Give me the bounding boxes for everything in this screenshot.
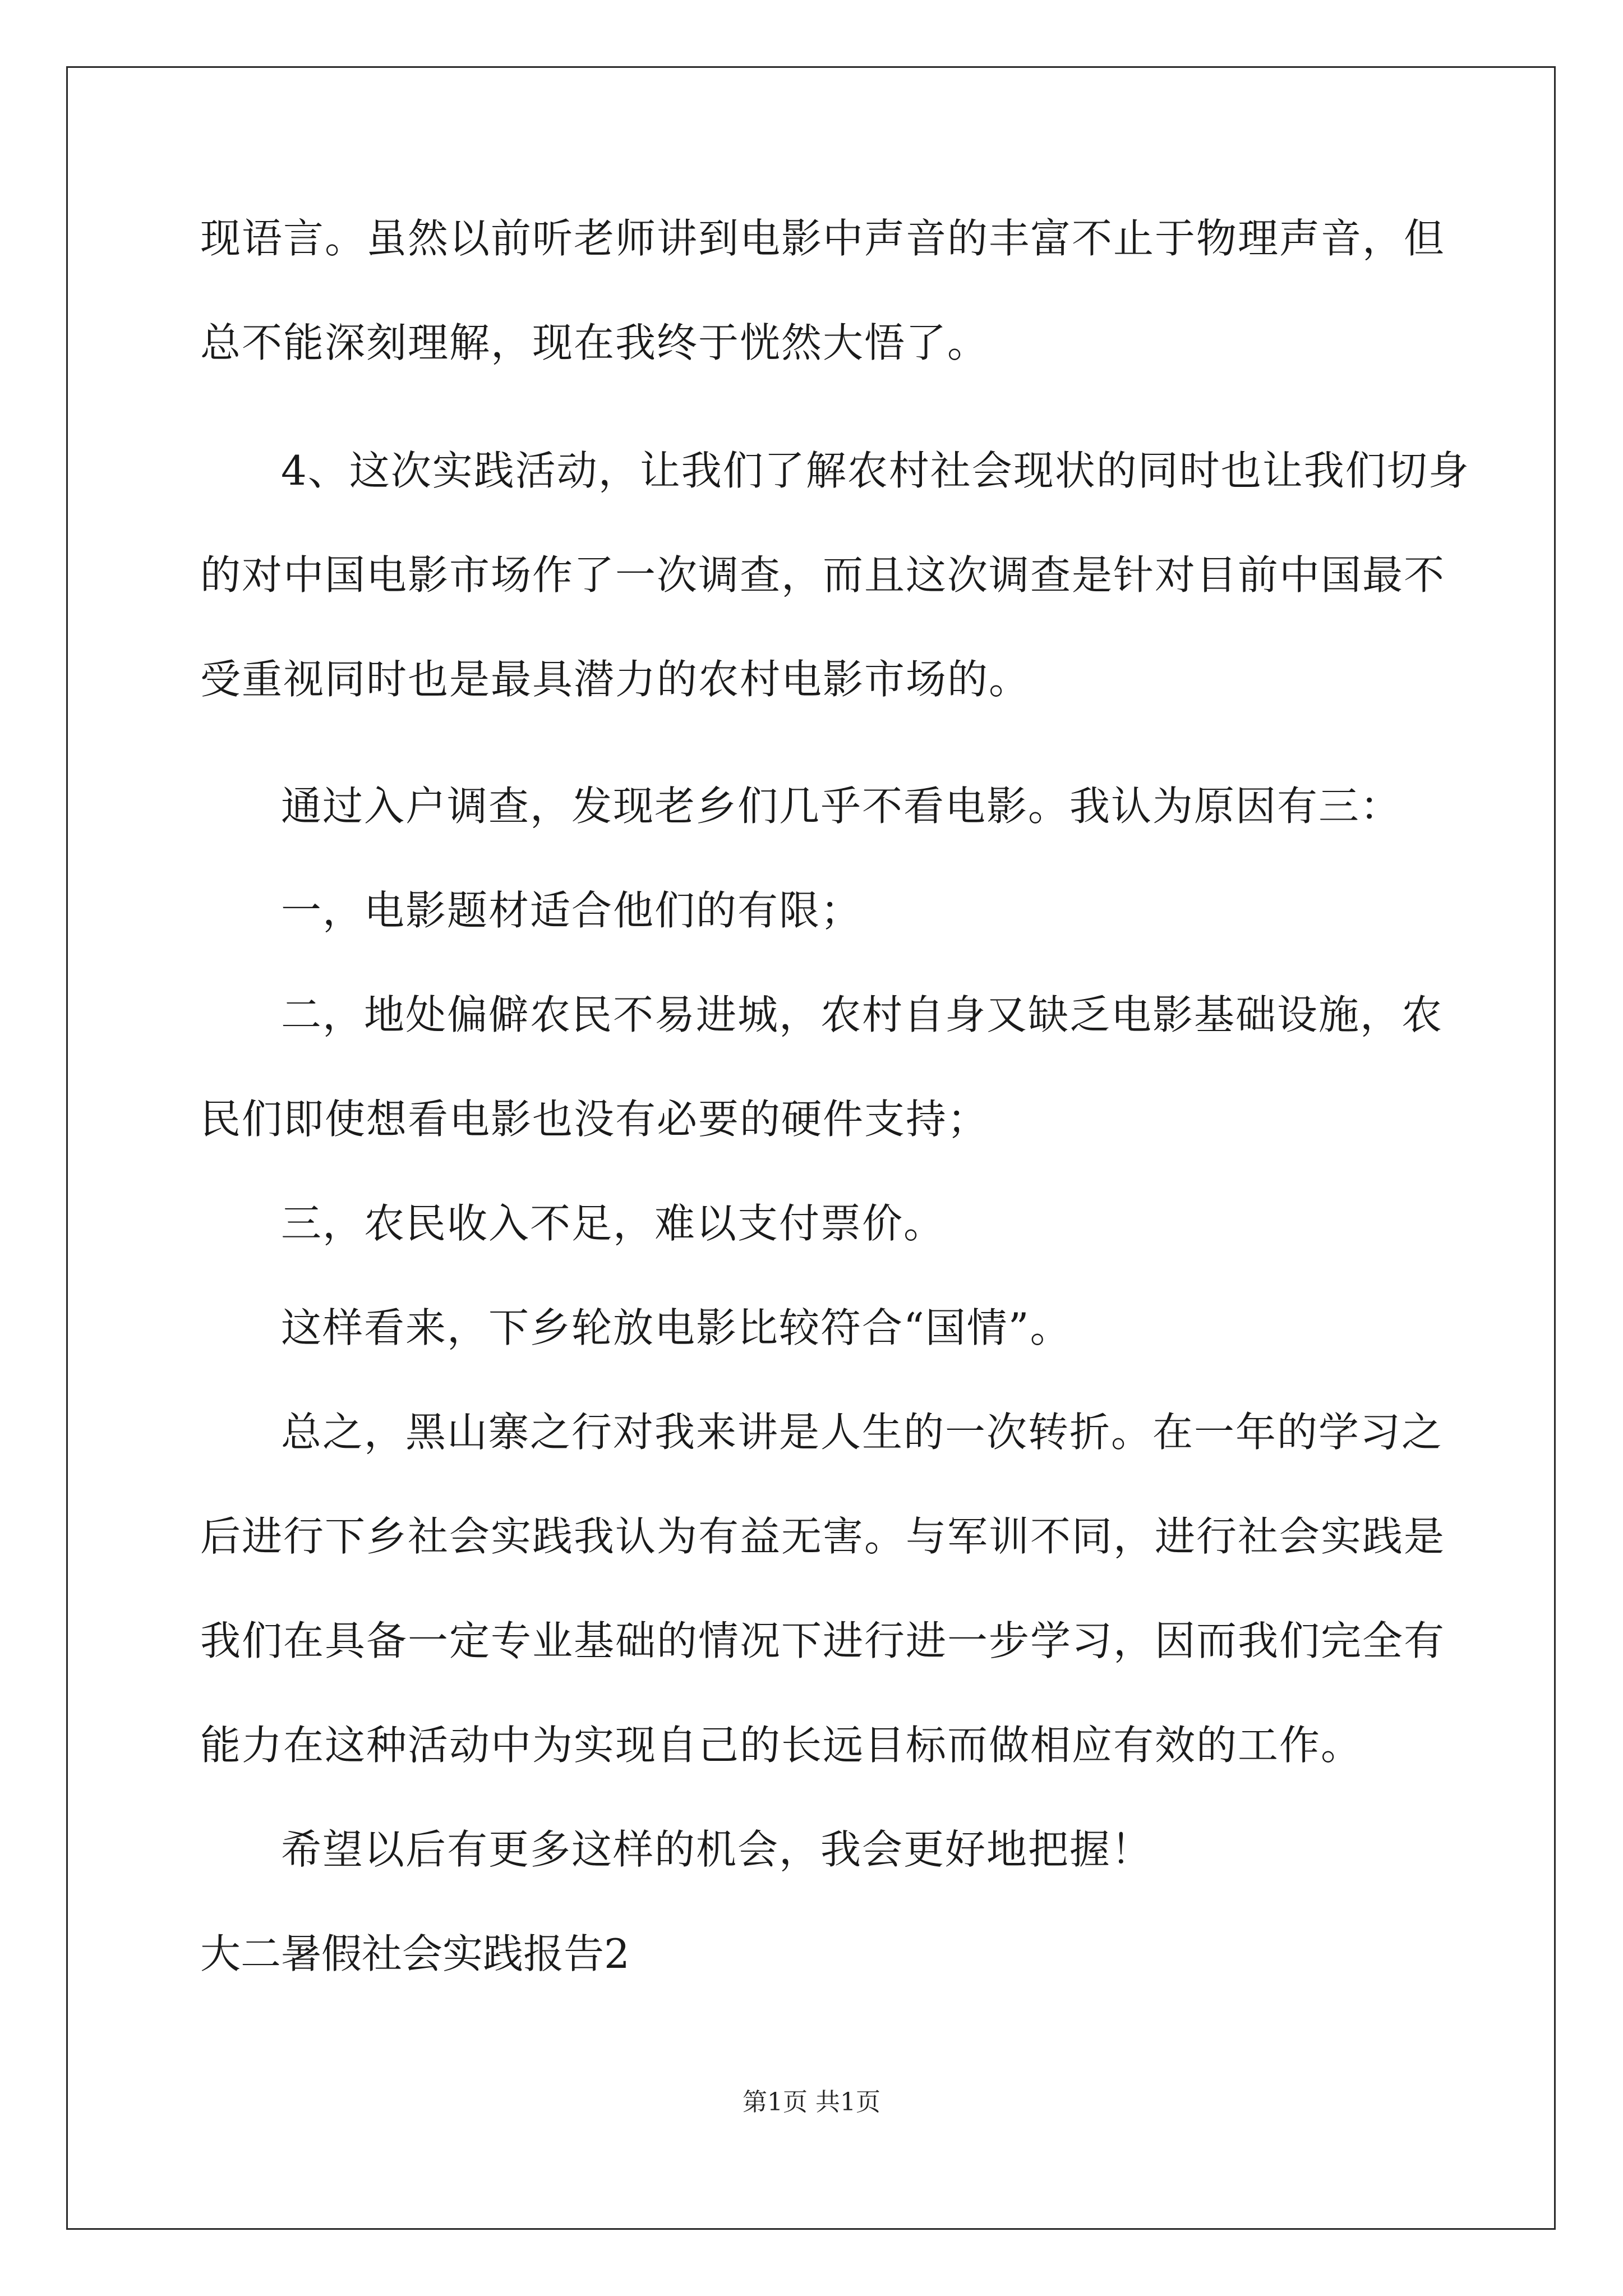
paragraph-line: 这样看来，下乡轮放电影比较符合“国情”。 [281, 1304, 1072, 1351]
text-line: 现语言。虽然以前听老师讲到电影中声音的丰富不止于物理声音，但 [200, 215, 1446, 262]
paragraph-line: 总之，黑山寨之行对我来讲是人生的一次转折。在一年的学习之 [281, 1409, 1444, 1456]
page-border [66, 66, 1556, 2230]
text-line: 能力在这种活动中为实现自己的长远目标而做相应有效的工作。 [200, 1722, 1363, 1769]
text-line: 我们在具备一定专业基础的情况下进行进一步学习，因而我们完全有 [200, 1617, 1446, 1664]
text-line: 民们即使想看电影也没有必要的硬件支持； [200, 1096, 989, 1143]
text-line: 后进行下乡社会实践我认为有益无害。与军训不同，进行社会实践是 [200, 1513, 1446, 1560]
paragraph-line: 希望以后有更多这样的机会，我会更好地把握！ [281, 1826, 1153, 1873]
list-item: 一，电影题材适合他们的有限； [281, 887, 863, 934]
text-line: 总不能深刻理解，现在我终于恍然大悟了。 [200, 319, 989, 366]
text-line: 的对中国电影市场作了一次调查，而且这次调查是针对目前中国最不 [200, 551, 1446, 599]
paragraph-line: 4、这次实践活动，让我们了解农村社会现状的同时也让我们切身 [281, 447, 1470, 494]
section-title: 大二暑假社会实践报告2 [200, 1930, 630, 1977]
text-line: 受重视同时也是最具潜力的农村电影市场的。 [200, 656, 1031, 703]
page-number-footer: 第1页 共1页 [743, 2088, 880, 2116]
list-item: 三，农民收入不足，难以支付票价。 [281, 1200, 946, 1247]
list-item: 二，地处偏僻农民不易进城，农村自身又缺乏电影基础设施，农 [281, 991, 1444, 1038]
paragraph-line: 通过入户调查，发现老乡们几乎不看电影。我认为原因有三： [281, 783, 1402, 830]
